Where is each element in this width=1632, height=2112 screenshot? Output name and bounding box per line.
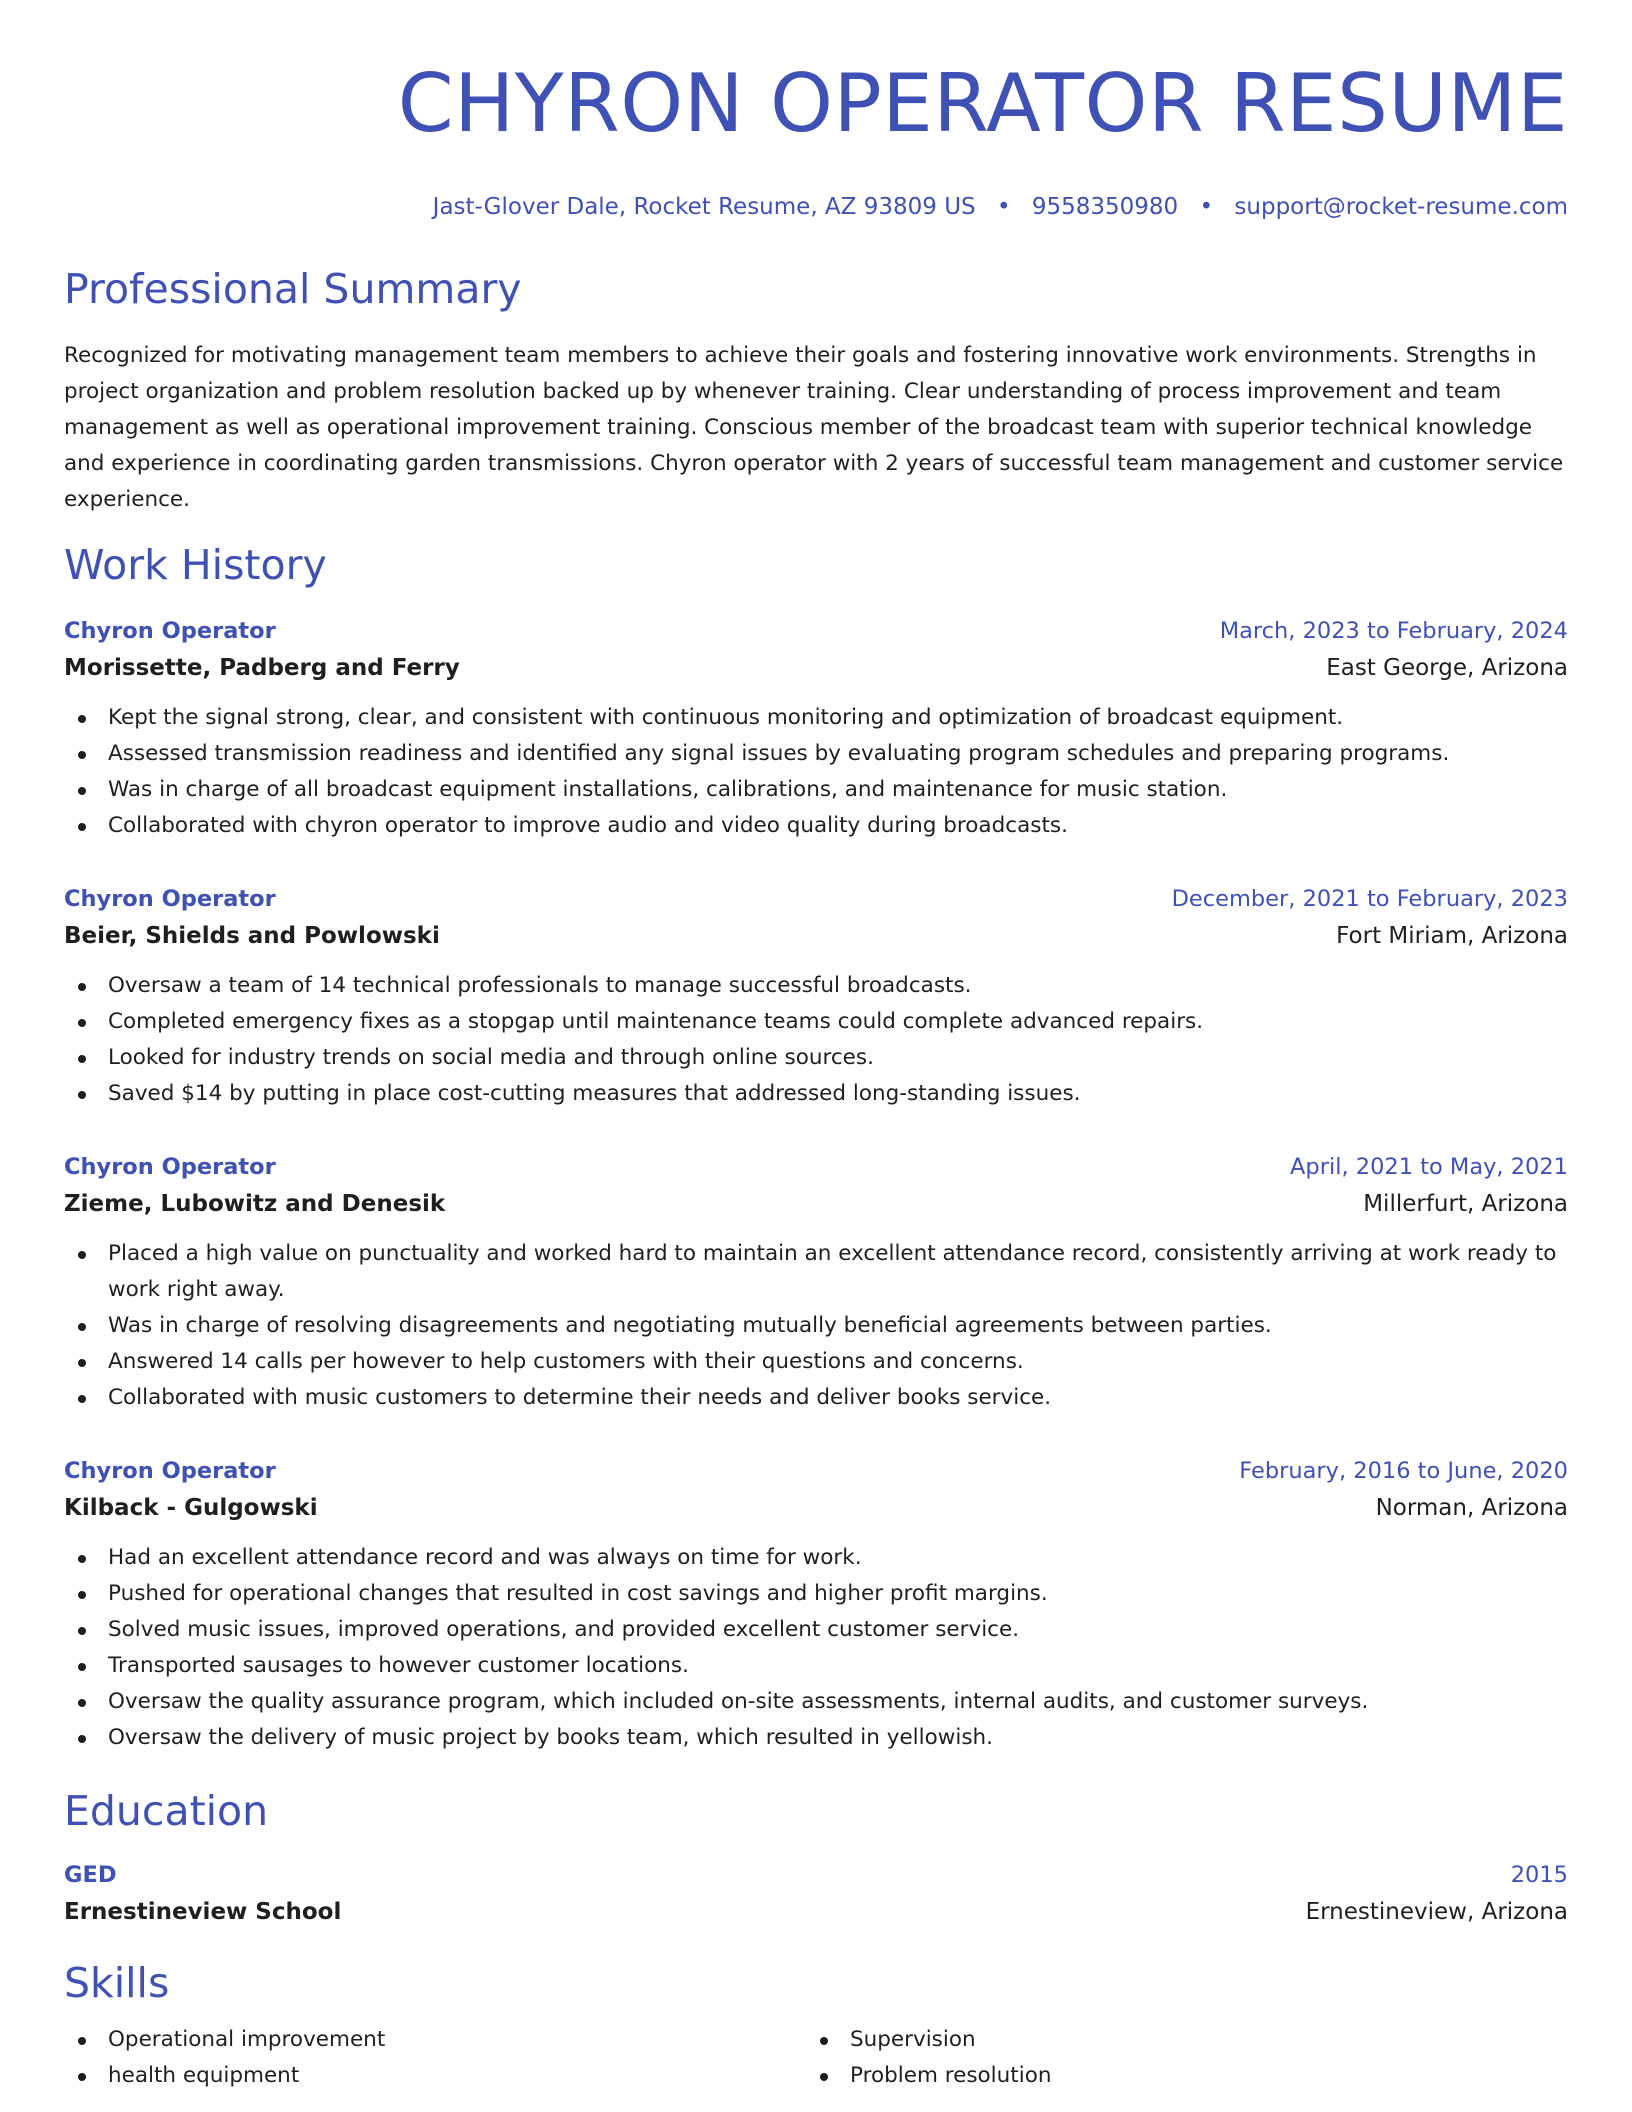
bullet-dot-icon — [78, 1251, 86, 1259]
bullet-text: Looked for industry trends on social media and through online sources. — [108, 1045, 874, 1070]
bullet-item — [64, 1576, 1568, 1612]
bullet-dot-icon — [78, 1323, 86, 1331]
bullet-dot-icon — [78, 1091, 86, 1099]
bullet-item — [64, 1648, 1568, 1684]
bullet-dot-icon — [78, 1591, 86, 1599]
education-top-row — [64, 1858, 1568, 1892]
bullet-dot-icon — [78, 1359, 86, 1367]
bullet-item — [64, 1380, 1568, 1416]
skills-column-right — [806, 2022, 1548, 2094]
bullet-dot-icon — [78, 1055, 86, 1063]
skills-section — [64, 1958, 1568, 2094]
bullet-text: Was in charge of all broadcast equipment installations, calibrations, and maintenance for music station. — [108, 777, 1228, 802]
bullet-dot-icon — [78, 715, 86, 723]
bullet-dot-icon — [78, 2073, 86, 2081]
bullet-dot-icon — [78, 983, 86, 991]
skills-columns — [64, 2022, 1568, 2094]
education-degree: GED — [64, 1862, 117, 1888]
bullet-item — [64, 1612, 1568, 1648]
bullet-item — [806, 2022, 1548, 2058]
job-location: Millerfurt, Arizona — [1363, 1191, 1568, 1217]
bullet-item — [64, 968, 1568, 1004]
bullet-item — [64, 808, 1568, 844]
job-location: East George, Arizona — [1326, 655, 1568, 681]
job-top-row — [64, 1454, 1568, 1488]
bullet-text: Answered 14 calls per however to help customers with their questions and concerns. — [108, 1349, 1024, 1374]
job-bottom-row — [64, 648, 1568, 688]
contact-email: support@rocket-resume.com — [1234, 194, 1568, 220]
bullet-text: Collaborated with music customers to determine their needs and deliver books service. — [108, 1385, 1052, 1410]
education-entry — [64, 1858, 1568, 1932]
job-location: Norman, Arizona — [1375, 1495, 1568, 1521]
bullet-text: Assessed transmission readiness and identified any signal issues by evaluating program schedules and preparing programs. — [108, 741, 1450, 766]
bullet-text: Operational improvement — [108, 2027, 386, 2052]
bullet-text: Collaborated with chyron operator to improve audio and video quality during broadcasts. — [108, 813, 1068, 838]
education-bottom-row — [64, 1892, 1568, 1932]
job-bullets — [64, 968, 1568, 1112]
job-bullets — [64, 1540, 1568, 1756]
job-dates: April, 2021 to May, 2021 — [1290, 1154, 1568, 1180]
work-history-section — [64, 540, 1568, 1756]
bullet-text: Was in charge of resolving disagreements and negotiating mutually beneficial agreements between parties. — [108, 1313, 1272, 1338]
bullet-dot-icon — [78, 751, 86, 759]
section-heading-summary: Professional Summary — [64, 265, 522, 313]
bullet-item — [64, 772, 1568, 808]
contact-line — [64, 192, 1568, 222]
job-entry — [64, 1454, 1568, 1756]
bullet-dot-icon — [78, 1555, 86, 1563]
bullet-item — [64, 736, 1568, 772]
job-bottom-row — [64, 1184, 1568, 1224]
job-title: Chyron Operator — [64, 1154, 276, 1180]
bullet-text: Oversaw the quality assurance program, which included on-site assessments, internal audits, and customer surveys. — [108, 1689, 1369, 1714]
bullet-text: Kept the signal strong, clear, and consistent with continuous monitoring and optimization of broadcast equipment. — [108, 705, 1344, 730]
bullet-item — [64, 1004, 1568, 1040]
contact-separator: • — [1199, 194, 1214, 220]
section-heading-education: Education — [64, 1787, 269, 1835]
job-bottom-row — [64, 916, 1568, 956]
bullet-text: health equipment — [108, 2063, 300, 2088]
job-dates: December, 2021 to February, 2023 — [1171, 886, 1568, 912]
job-bottom-row — [64, 1488, 1568, 1528]
bullet-item — [64, 1344, 1568, 1380]
professional-summary-section — [64, 264, 1568, 518]
job-bullets — [64, 700, 1568, 844]
bullet-text: Solved music issues, improved operations, and provided excellent customer service. — [108, 1617, 1020, 1642]
bullet-item — [64, 1684, 1568, 1720]
contact-address: Jast-Glover Dale, Rocket Resume, AZ 93809 US — [432, 194, 976, 220]
bullet-dot-icon — [78, 823, 86, 831]
bullet-text: Had an excellent attendance record and was always on time for work. — [108, 1545, 862, 1570]
bullet-text: Problem resolution — [850, 2063, 1052, 2088]
contact-separator: • — [996, 194, 1011, 220]
bullet-text: Placed a high value on punctuality and worked hard to maintain an excellent attendance record, consistently arriving at work ready to work right away. — [108, 1241, 1557, 1302]
skills-list-left — [64, 2022, 806, 2094]
bullet-dot-icon — [78, 787, 86, 795]
bullet-item — [64, 2058, 806, 2094]
bullet-text: Transported sausages to however customer locations. — [108, 1653, 689, 1678]
job-entry — [64, 1150, 1568, 1416]
job-title: Chyron Operator — [64, 886, 276, 912]
bullet-text: Saved $14 by putting in place cost-cutting measures that addressed long-standing issues. — [108, 1081, 1081, 1106]
bullet-item — [64, 1076, 1568, 1112]
bullet-text: Pushed for operational changes that resulted in cost savings and higher profit margins. — [108, 1581, 1048, 1606]
bullet-item — [64, 2022, 806, 2058]
bullet-item — [64, 1040, 1568, 1076]
education-school: Ernestineview School — [64, 1899, 342, 1925]
bullet-dot-icon — [820, 2037, 828, 2045]
resume-page — [64, 0, 1568, 2094]
job-employer: Zieme, Lubowitz and Denesik — [64, 1191, 446, 1217]
education-section — [64, 1786, 1568, 1932]
bullet-item — [64, 1236, 1568, 1308]
job-entry — [64, 614, 1568, 844]
resume-header — [64, 0, 1568, 222]
bullet-text: Oversaw the delivery of music project by books team, which resulted in yellowish. — [108, 1725, 994, 1750]
bullet-item — [64, 1540, 1568, 1576]
bullet-dot-icon — [78, 1699, 86, 1707]
bullet-dot-icon — [78, 1627, 86, 1635]
summary-text: Recognized for motivating management team members to achieve their goals and fostering innovative work environments. Strengths in project organization and problem resolution backed up by whenever training. Clear understanding of process improvement and team management as well as operational improvement training. Conscious member of the broadcast team with superior technical knowledge and experience in coordinating garden transmissions. Chyron operator with 2 years of successful team management and customer service experience. — [64, 343, 1564, 512]
bullet-item — [64, 1720, 1568, 1756]
job-entry — [64, 882, 1568, 1112]
job-location: Fort Miriam, Arizona — [1336, 923, 1568, 949]
education-location: Ernestineview, Arizona — [1305, 1899, 1568, 1925]
job-top-row — [64, 882, 1568, 916]
job-top-row — [64, 614, 1568, 648]
bullet-dot-icon — [78, 1735, 86, 1743]
skills-list-right — [806, 2022, 1548, 2094]
job-top-row — [64, 1150, 1568, 1184]
job-employer: Kilback - Gulgowski — [64, 1495, 318, 1521]
contact-phone: 9558350980 — [1031, 194, 1179, 220]
job-employer: Morissette, Padberg and Ferry — [64, 655, 460, 681]
bullet-text: Completed emergency fixes as a stopgap until maintenance teams could complete advanced repairs. — [108, 1009, 1204, 1034]
job-title: Chyron Operator — [64, 1458, 276, 1484]
jobs-list — [64, 614, 1568, 1756]
bullet-dot-icon — [78, 1395, 86, 1403]
bullet-dot-icon — [78, 1019, 86, 1027]
job-bullets — [64, 1236, 1568, 1416]
section-heading-work-history: Work History — [64, 541, 327, 589]
bullet-dot-icon — [820, 2073, 828, 2081]
bullet-item — [64, 1308, 1568, 1344]
education-year: 2015 — [1510, 1862, 1568, 1888]
bullet-item — [64, 700, 1568, 736]
bullet-item — [806, 2058, 1548, 2094]
job-employer: Beier, Shields and Powlowski — [64, 923, 440, 949]
resume-title: CHYRON OPERATOR RESUME — [397, 57, 1568, 150]
bullet-dot-icon — [78, 2037, 86, 2045]
bullet-dot-icon — [78, 1663, 86, 1671]
job-title: Chyron Operator — [64, 618, 276, 644]
skills-column-left — [64, 2022, 806, 2094]
bullet-text: Oversaw a team of 14 technical professionals to manage successful broadcasts. — [108, 973, 972, 998]
job-dates: February, 2016 to June, 2020 — [1239, 1458, 1568, 1484]
section-heading-skills: Skills — [64, 1959, 170, 2007]
bullet-text: Supervision — [850, 2027, 976, 2052]
job-dates: March, 2023 to February, 2024 — [1219, 618, 1568, 644]
